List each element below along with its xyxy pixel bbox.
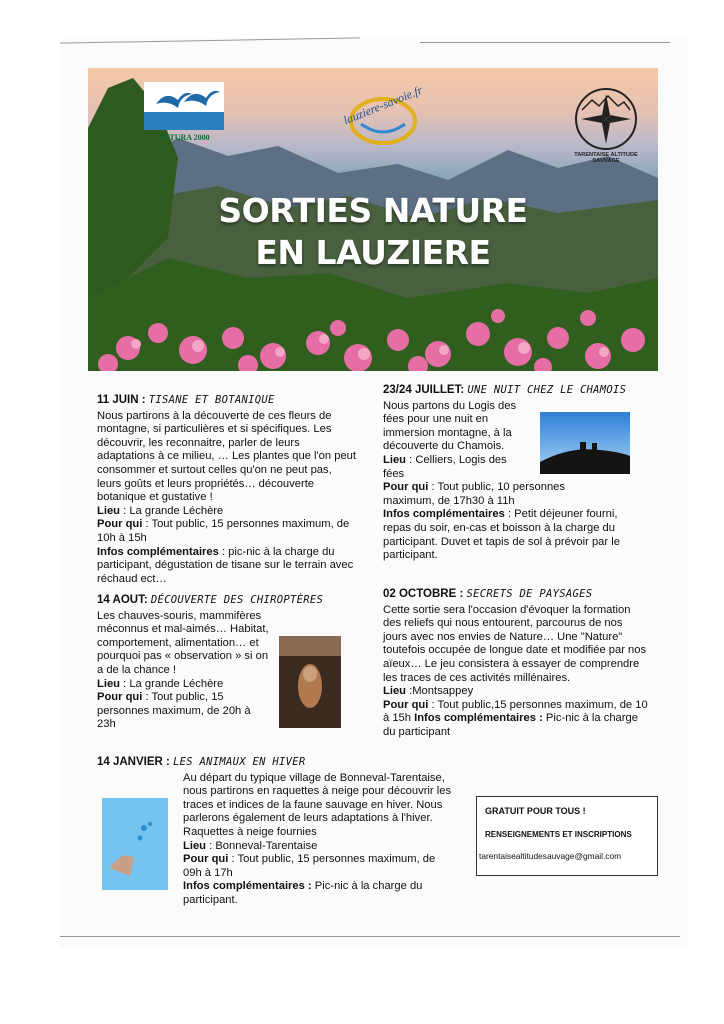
event-date: 11 JUIN : [97, 394, 146, 406]
event-pour-qui: Pour qui : Tout public, 10 personnes maximum, de 17h30 à 11h [383, 481, 565, 507]
info-registration-label: RENSEIGNEMENTS ET INSCRIPTIONS [485, 830, 632, 839]
scan-border-line [60, 936, 680, 937]
event-date: 23/24 JUILLET: [383, 384, 465, 396]
event-name: UNE NUIT CHEZ LE CHAMOIS [467, 384, 627, 396]
event-pour-qui: Pour qui : Tout public, 15 personnes maximum, de 09h à 17h [183, 853, 436, 879]
hero-banner [88, 68, 658, 371]
natura-logo-text: NATURA 2000 [158, 133, 210, 142]
event-lieu: Lieu : Bonneval-Tarentaise [183, 839, 318, 852]
event-description: Nous partirons à la découverte de ces fleurs de montagne, si particulières et si spécifiques. Les découvrir, les reconnaitre, parler de leurs adaptations à ce milieu, … Les plantes que l'on peut consommer et surtout celles qu'on ne peut pas, leurs goûts et leurs propriétés… découverte botanique et gustative ! [97, 409, 356, 504]
free-for-all-label: GRATUIT POUR TOUS ! [485, 806, 586, 816]
scan-border-line [420, 42, 670, 43]
event-description: Les chauves-souris, mammifères méconnus et mal-aimés… Habitat, comportement, alimentation… et pourquoi pas « observation » si on a de la chance ! [97, 609, 269, 676]
event-pour-qui: Pour qui : Tout public, 15 personnes maximum, de 10h à 15h [97, 518, 350, 544]
chamois-photo [540, 412, 630, 474]
contact-email[interactable]: tarentaisealtitudesauvage@gmail.com [479, 851, 622, 861]
title-line-1: SORTIES NATURE [218, 191, 528, 230]
event-date: 14 JANVIER : [97, 756, 170, 768]
event-name: DÉCOUVERTE DES CHIROPTÈRES [150, 594, 324, 606]
event-date: 14 AOUT: [97, 594, 148, 606]
event-infos: Infos complémentaires : pic-nic à la charge du participant, dégustation de tisane sur le terrain avec réchaud ect… [97, 545, 354, 585]
event-lieu: Lieu : La grande Léchère [97, 504, 224, 517]
lauziere-savoie-logo [333, 76, 433, 151]
event-pour-qui-infos: Pour qui : Tout public,15 personnes maximum, de 10 à 15h Infos complémentaires : Pic-nic à la charge du participant [383, 698, 648, 738]
title-line-2: EN LAUZIERE [255, 233, 491, 272]
event-lieu: Lieu : La grande Léchère [97, 677, 224, 690]
event-pour-qui: Pour qui : Tout public, 15 personnes maximum, de 20h à 23h [97, 691, 251, 731]
bat-photo [279, 636, 341, 728]
tarentaise-altitude-sauvage-logo [566, 86, 646, 164]
tas-logo-text: TARENTAISE ALTITUDE SAUVAGE [574, 152, 638, 164]
event-name: LES ANIMAUX EN HIVER [173, 756, 306, 768]
natura-2000-logo [144, 82, 224, 142]
event-heading [97, 394, 359, 408]
event-heading [97, 756, 457, 770]
event-infos: Infos complémentaires : Pic-nic à la charge du participant. [183, 880, 423, 906]
contact-box [476, 796, 658, 876]
event-heading [97, 594, 359, 608]
event-lieu: Lieu :Montsappey [383, 685, 474, 698]
event-description: Cette sortie sera l'occasion d'évoquer la formation des reliefs qui nous entourent, parcourus de nos jours avec nos envies de Nature… Une "Nature" toutefois occupée de longue date et modifiée par nos aïeux… Le jeu consistera à essayer de comprendre les traces de ces activités millénaires. [383, 603, 647, 684]
event-name: SECRETS DE PAYSAGES [466, 588, 593, 600]
event-name: TISANE ET BOTANIQUE [148, 394, 275, 406]
lauziere-logo-text: lauziere-savoie.fr [341, 82, 425, 128]
event-description: Au départ du typique village de Bonneval-Tarentaise, nous partirons en raquettes à neige pour découvrir les traces et indices de la faune sauvage en hiver. Nous parlerons également de leurs adaptations à l'hiver. Raquettes à neige fournies [183, 771, 452, 838]
event-tisane-botanique [97, 394, 359, 586]
snow-track-photo [102, 798, 168, 890]
event-infos: Infos complémentaires : Petit déjeuner fourni, repas du soir, en-cas et boisson à la charge du participant. Duvet et tapis de sol à prévoir par le participant. [383, 508, 620, 562]
event-date: 02 OCTOBRE : [383, 588, 464, 600]
event-heading [383, 588, 648, 602]
event-heading [383, 384, 648, 398]
event-secrets-paysages [383, 588, 648, 740]
event-lieu: Lieu : Celliers, Logis des fées [383, 453, 507, 480]
event-description: Nous partons du Logis des fées pour une nuit en immersion montagne, à la découverte du Chamois. [383, 399, 517, 453]
